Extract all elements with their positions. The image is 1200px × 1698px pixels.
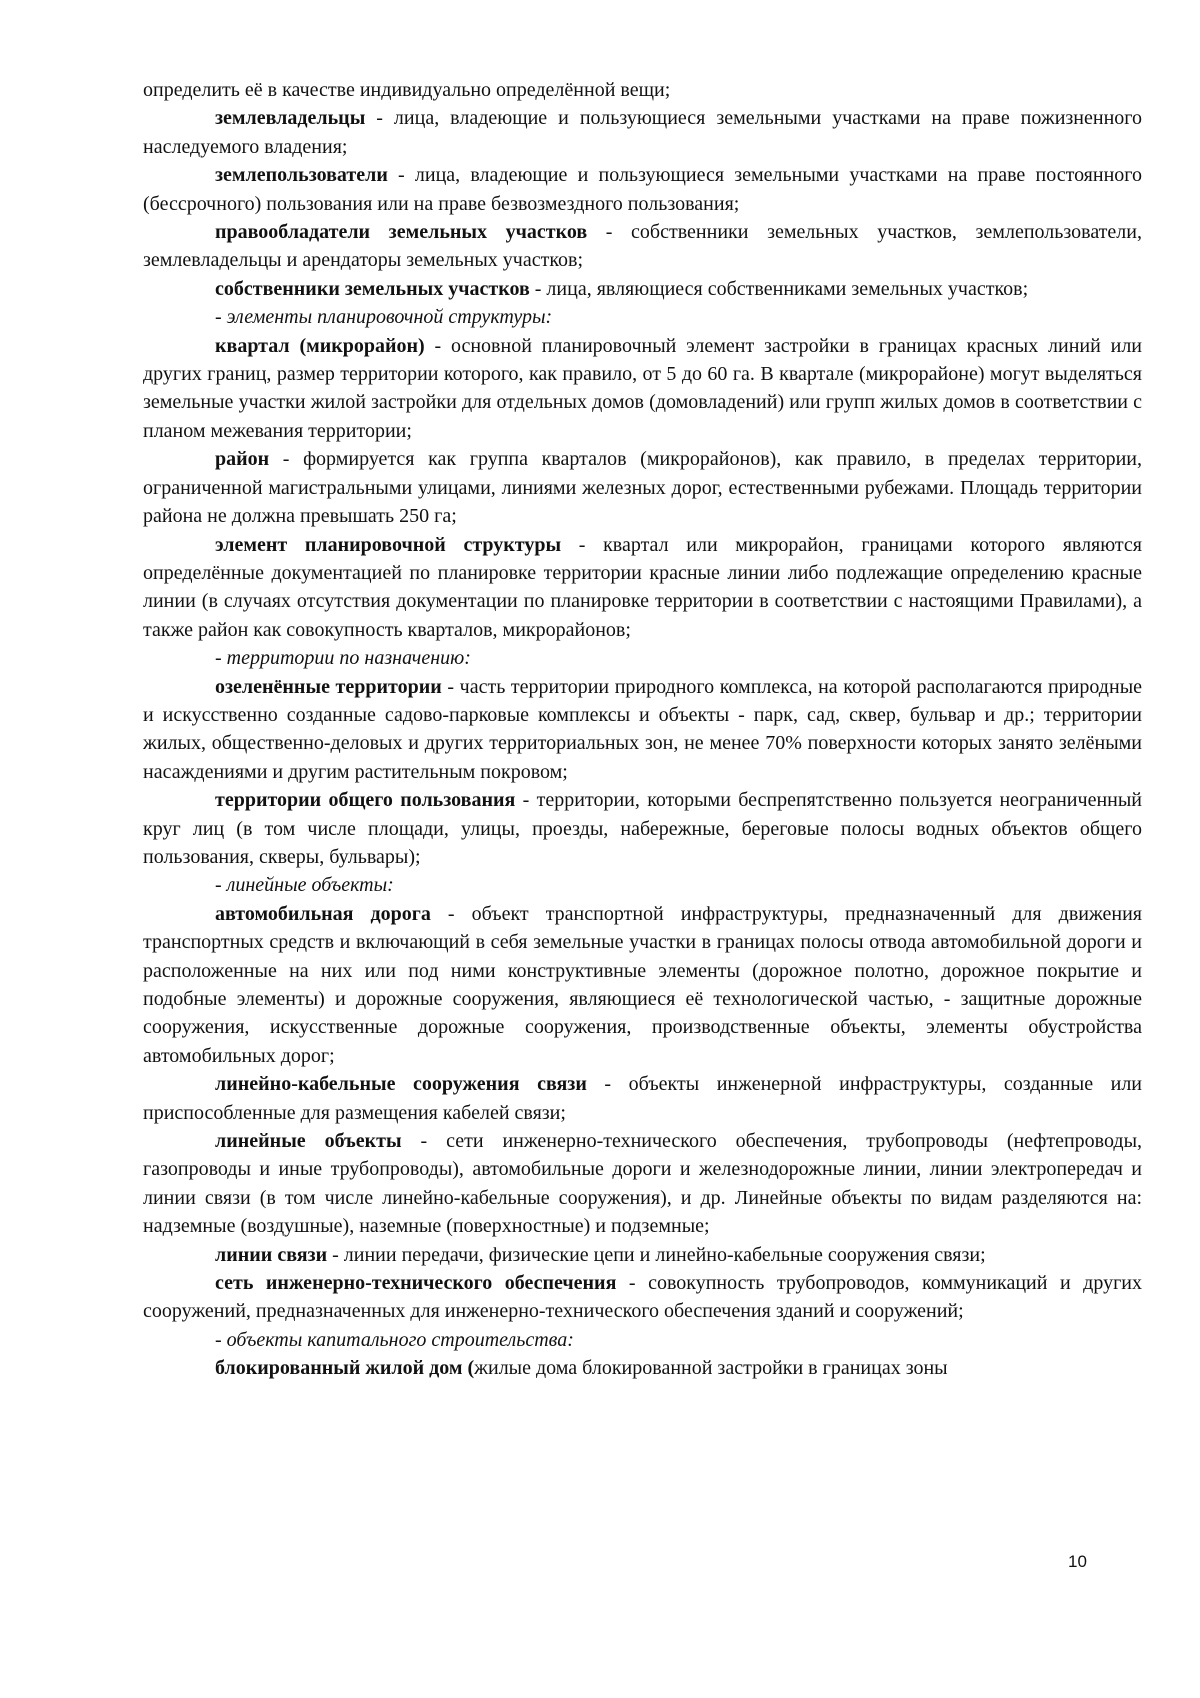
definition-term: собственники земельных участков xyxy=(215,277,530,300)
definition-text: - основной планировочный элемент застройки в границах красных линий или других границ, размер территории которого, как правило, от 5 до 60 га. В квартале (микрорайоне) могут выделяться земельные участки жилой застройки для отдельных домов (домовладений) или групп жилых домов в соответствии с планом межевания территории; xyxy=(143,334,1142,442)
definition-paragraph xyxy=(143,218,1142,275)
section-heading: - объекты капитального строительства: xyxy=(215,1328,574,1351)
definition-text: - лица, являющиеся собственниками земельных участков; xyxy=(529,277,1029,300)
definition-paragraph xyxy=(143,332,1142,446)
definition-text: - формируется как группа кварталов (микрорайонов), как правило, в пределах территории, ограниченной магистральными улицами, линиями железных дорог, естественными рубежами. Площадь территории района не должна превышать 250 га; xyxy=(143,448,1142,528)
definition-term: район xyxy=(215,448,270,471)
definition-paragraph xyxy=(143,445,1142,530)
definition-paragraph xyxy=(143,1241,1142,1269)
definition-term: автомобильная дорога xyxy=(215,902,431,925)
definition-paragraph xyxy=(143,104,1142,161)
definition-text: - сети инженерно-технического обеспечения, трубопроводы (нефтепроводы, газопроводы и иные трубопроводы), автомобильные дороги и железнодорожные линии, линии электропередач и линии связи (в том числе линейно-кабельные сооружения), и др. Линейные объекты по видам разделяются на: надземные (воздушные), наземные (поверхностные) и подземные; xyxy=(143,1130,1143,1238)
section-heading: - линейные объекты: xyxy=(215,874,394,897)
definition-text: - линии передачи, физические цепи и линейно-кабельные сооружения связи; xyxy=(327,1243,986,1266)
definition-term: линии связи xyxy=(215,1243,328,1266)
page-body xyxy=(143,76,1142,1383)
definition-term: элемент планировочной структуры xyxy=(215,533,562,556)
paragraph-continuation xyxy=(143,76,1142,104)
definition-paragraph xyxy=(143,1269,1142,1326)
section-heading: - территории по назначению: xyxy=(215,647,471,670)
definition-term: блокированный жилой дом ( xyxy=(215,1357,475,1380)
definition-paragraph xyxy=(143,786,1142,871)
definition-paragraph xyxy=(143,275,1142,303)
definition-term: сеть инженерно-технического обеспечения xyxy=(215,1272,617,1295)
definition-text: - собственники земельных участков, землепользователи, землевладельцы и арендаторы земельных участков; xyxy=(143,221,1142,272)
definition-text: - квартал или микрорайон, границами которого являются определённые документацией по планировке территории красные линии либо подлежащие определению красные линии (в случаях отсутствия документации по планировке территории в соответствии с настоящими Правилами), а также район как совокупность кварталов, микрорайонов; xyxy=(143,533,1142,641)
definition-text: - территории, которыми беспрепятственно пользуется неограниченный круг лиц (в том числе площади, улицы, проезды, набережные, береговые полосы водных объектов общего пользования, скверы, бульвары); xyxy=(143,789,1142,868)
definition-text: - объект транспортной инфраструктуры, предназначенный для движения транспортных средств и включающий в себя земельные участки в границах полосы отвода автомобильной дороги и расположенные на них или под ними конструктивные элементы (дорожное полотно, дорожное покрытие и подобные элементы) и дорожные сооружения, являющиеся её технологической частью, - защитные дорожные сооружения, искусственные дорожные сооружения, производственные объекты, элементы обустройства автомобильных дорог; xyxy=(143,902,1142,1067)
definition-paragraph xyxy=(143,673,1142,787)
definition-term: правообладатели земельных участков xyxy=(215,221,588,244)
definition-term: квартал (микрорайон) xyxy=(215,334,425,357)
definition-paragraph xyxy=(143,161,1142,218)
definition-term: землепользователи xyxy=(215,164,388,187)
definition-paragraph xyxy=(143,1354,1142,1382)
section-heading: - элементы планировочной структуры: xyxy=(215,306,553,329)
definition-term: озеленённые территории xyxy=(215,675,442,698)
definition-text: - лица, владеющие и пользующиеся земельными участками на праве пожизненного наследуемого владения; xyxy=(143,107,1142,158)
page-number: 10 xyxy=(1068,1552,1087,1571)
definition-text: - совокупность трубопроводов, коммуникаций и других сооружений, предназначенных для инженерно-технического обеспечения зданий и сооружений; xyxy=(143,1272,1142,1323)
definition-term: землевладельцы xyxy=(215,107,366,130)
definition-text: жилые дома блокированной застройки в границах зоны xyxy=(474,1357,948,1380)
definition-term: линейно-кабельные сооружения связи xyxy=(215,1073,587,1096)
definition-text: - часть территории природного комплекса, на которой располагаются природные и искусственно созданные садово-парковые комплексы и объекты - парк, сад, сквер, бульвар и др.; территории жилых, общественно-деловых и других территориальных зон, не менее 70% поверхности которых занято зелёными насаждениями и другим растительным покровом; xyxy=(143,675,1143,783)
definition-paragraph xyxy=(143,1070,1142,1127)
definition-term: линейные объекты xyxy=(215,1130,402,1153)
definition-term: территории общего пользования xyxy=(215,789,516,812)
definition-text: - объекты инженерной инфраструктуры, созданные или приспособленные для размещения кабелей связи; xyxy=(143,1073,1143,1124)
definition-text: - лица, владеющие и пользующиеся земельными участками на праве постоянного (бессрочного) пользования или на праве безвозмездного пользования; xyxy=(143,164,1142,215)
definition-paragraph xyxy=(143,900,1142,1070)
definition-paragraph xyxy=(143,531,1142,645)
definition-paragraph xyxy=(143,1127,1142,1241)
paragraph-text: определить её в качестве индивидуально определённой вещи; xyxy=(143,79,671,101)
